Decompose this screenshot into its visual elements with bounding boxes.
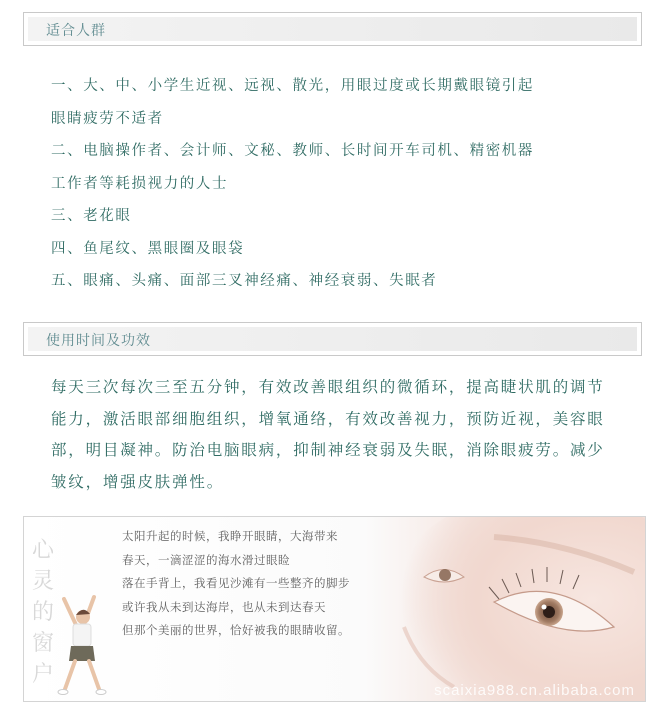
paragraph-line: 部，明目凝神。防治电脑眼病，抑制神经衰弱及失眠，消除眼疲劳。减少 [51,441,605,459]
section-title: 适合人群 [46,23,106,39]
vertical-char: 心 [31,538,54,563]
poem-text [122,525,350,643]
poem-line: 春天，一滴涩涩的海水滑过眼睑 [122,552,290,567]
paragraph-line: 皱纹，增强皮肤弹性。 [51,472,225,491]
poem-line: 或许我从未到达海岸，也从未到达春天 [122,599,326,614]
poem-line: 太阳升起的时候，我睁开眼睛，大海带来 [122,529,338,543]
vertical-char: 窗 [31,631,54,656]
poem-line: 落在手背上，我看见沙滩有一些整齐的脚步 [122,576,350,590]
list-line: 五、眼痛、头痛、面部三叉神经痛、神经衰弱、失眠者 [51,273,438,289]
section-header-usage-effects [23,322,642,356]
watermark-text: scaixia988.cn.alibaba.com [434,682,635,699]
list-line: 四、鱼尾纹、黑眼圈及眼袋 [51,240,245,257]
paragraph-line: 每天三次每次三至五分钟，有效改善眼组织的微循环，提高睫状肌的调节 [51,378,605,396]
paragraph-line: 能力，激活眼部细胞组织，增氧通络，有效改善视力，预防近视，美容眼 [51,409,605,428]
vertical-char: 的 [31,600,54,625]
vertical-char: 户 [31,662,54,687]
suitable-people-list [51,70,631,298]
vertical-char: 灵 [31,569,54,594]
eye-banner-image [23,516,646,702]
usage-effects-paragraph [51,372,611,498]
list-line: 三、老花眼 [51,208,132,224]
list-line: 工作者等耗损视力的人士 [51,175,229,192]
list-line: 眼睛疲劳不适者 [51,110,164,127]
stretching-woman-figure [39,589,119,699]
section-header-background [28,17,637,41]
poem-line: 但那个美丽的世界，恰好被我的眼睛收留。 [122,623,350,637]
list-line: 二、电脑操作者、会计师、文秘、教师、长时间开车司机、精密机器 [51,143,534,159]
section-title: 使用时间及功效 [46,333,151,349]
section-header-suitable-people [23,12,642,46]
list-line: 一、大、中、小学生近视、远视、散光，用眼过度或长期戴眼镜引起 [51,78,534,94]
